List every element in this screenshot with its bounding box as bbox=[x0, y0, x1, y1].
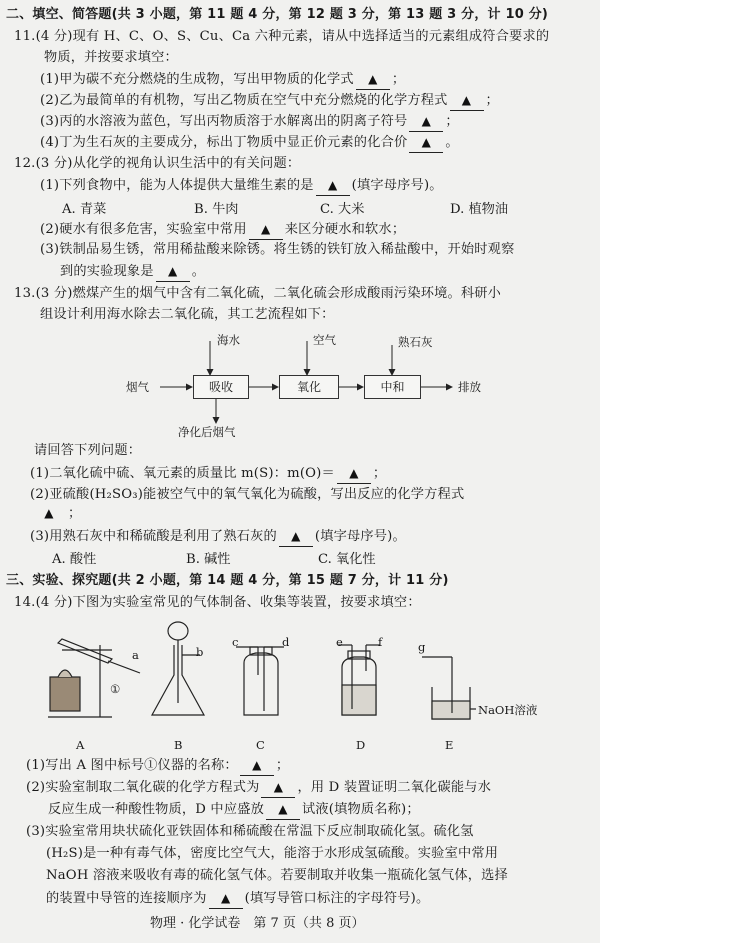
triangle-mark-icon: ▲ bbox=[168, 264, 178, 278]
q13-part2-answer: ▲ ； bbox=[30, 504, 81, 523]
label-f: f bbox=[378, 635, 383, 649]
triangle-mark-icon: ▲ bbox=[421, 114, 432, 128]
q12-part1-tail: (填字母序号)。 bbox=[351, 178, 443, 193]
q13-part2-text: (2)亚硫酸(H₂SO₃)能被空气中的氧气氧化为硫酸，写出反应的化学方程式 bbox=[30, 487, 465, 502]
flow-lime-label: 熟石灰 bbox=[398, 335, 433, 349]
triangle-mark-icon: ▲ bbox=[278, 802, 288, 816]
answer-blank[interactable] bbox=[32, 504, 66, 523]
q14-part3-tail: (填写导管口标注的字母符号)。 bbox=[244, 891, 430, 906]
triangle-mark-icon: ▲ bbox=[252, 758, 262, 772]
answer-blank[interactable] bbox=[337, 464, 371, 484]
q12-part3-text: 到的实验现象是 bbox=[60, 264, 154, 279]
q11-part3: (3)丙的水溶液为蓝色，写出丙物质溶于水解离出的阴离子符号 ▲ ； bbox=[40, 112, 459, 132]
triangle-mark-icon: ▲ bbox=[291, 529, 301, 543]
triangle-mark-icon: ▲ bbox=[349, 466, 359, 480]
q13-part3-text: (3)用熟石灰中和稀硫酸是利用了熟石灰的 bbox=[30, 529, 277, 544]
q14-part1-text: (1)写出 A 图中标号①仪器的名称： bbox=[26, 758, 238, 773]
label-e: e bbox=[336, 635, 343, 649]
q13-part1-text: (1)二氧化硫中硫、氧元素的质量比 m(S)：m(O)＝ bbox=[30, 466, 335, 481]
answer-blank[interactable] bbox=[409, 112, 443, 132]
q14-part3-line1: (3)实验室常用块状硫化亚铁固体和稀硫酸在常温下反应制取硫化氢。硫化氢 bbox=[26, 824, 474, 839]
triangle-mark-icon: ▲ bbox=[327, 178, 338, 192]
q12-option-d: D. 植物油 bbox=[450, 202, 509, 217]
q13-option-a: A. 酸性 bbox=[52, 552, 97, 567]
q13-option-b: B. 碱性 bbox=[186, 552, 231, 567]
answer-blank[interactable] bbox=[279, 527, 313, 547]
q12-part2-tail: 来区分硬水和软水； bbox=[284, 222, 406, 237]
q12-part1-text: (1)下列食物中，能为人体提供大量维生素的是 bbox=[40, 178, 314, 193]
q11-part2: (2)乙为最简单的有机物，写出乙物质在空气中充分燃烧的化学方程式 ▲ ； bbox=[40, 91, 499, 111]
section2-title: 二、填空、简答题(共 3 小题，第 11 题 4 分，第 12 题 3 分，第 13 题 3 分，计 10 分) bbox=[6, 7, 549, 22]
answer-blank[interactable] bbox=[249, 220, 283, 240]
q12-stem: 12.(3 分)从化学的视角认识生活中的有关问题： bbox=[14, 156, 301, 171]
q14-part3-line2: (H₂S)是一种有毒气体，密度比空气大，能溶于水形成氢硫酸。实验室中常用 bbox=[46, 846, 499, 861]
q12-part3-line2: 到的实验现象是 ▲ 。 bbox=[60, 262, 205, 282]
q14-part2-text: (2)实验室制取二氧化碳的化学方程式为 bbox=[26, 780, 260, 795]
q13-option-c: C. 氧化性 bbox=[318, 552, 376, 567]
triangle-mark-icon: ▲ bbox=[461, 93, 472, 107]
q13-stem-line1: 13.(3 分)燃煤产生的烟气中含有二氧化硫，二氧化硫会形成酸雨污染环境。科研小 bbox=[14, 286, 502, 301]
q11-stem-line1: 11.(4 分)现有 H、C、O、S、Cu、Ca 六种元素，请从中选择适当的元素组成符合要求的 bbox=[14, 29, 550, 44]
section3-title: 三、实验、探究题(共 2 小题，第 14 题 4 分，第 15 题 7 分，计 11 分) bbox=[6, 573, 449, 588]
apparatus-label-e: E bbox=[445, 738, 454, 752]
q14-part3-text: 的装置中导管的连接顺序为 bbox=[46, 891, 207, 906]
label-a: a bbox=[132, 648, 139, 662]
q11-part1: (1)甲为碳不充分燃烧的生成物，写出甲物质的化学式 ▲ ； bbox=[40, 70, 405, 90]
q11-part3-text: (3)丙的水溶液为蓝色，写出丙物质溶于水解离出的阴离子符号 bbox=[40, 114, 408, 129]
answer-blank[interactable] bbox=[266, 800, 300, 820]
apparatus-label-a: A bbox=[76, 738, 85, 752]
label-d: d bbox=[282, 635, 290, 649]
apparatus-diagram bbox=[0, 615, 600, 740]
flow-seawater-label: 海水 bbox=[217, 333, 240, 347]
q13-ask: 请回答下列问题： bbox=[34, 443, 142, 458]
answer-blank[interactable] bbox=[156, 262, 190, 282]
label-naoh-solution: NaOH溶液 bbox=[478, 703, 538, 717]
q13-stem-line2: 组设计利用海水除去二氧化硫，其工艺流程如下： bbox=[40, 307, 335, 322]
q12-part2 bbox=[40, 220, 405, 240]
flow-clean-gas-label: 净化后烟气 bbox=[178, 425, 236, 439]
q14-stem: 14.(4 分)下图为实验室常见的气体制备、收集等装置，按要求填空： bbox=[14, 595, 421, 610]
q13-part3 bbox=[30, 527, 406, 547]
triangle-mark-icon: ▲ bbox=[273, 780, 284, 794]
triangle-mark-icon: ▲ bbox=[44, 506, 54, 520]
page-footer: 物理 · 化学试卷 第 7 页（共 8 页） bbox=[150, 916, 365, 931]
triangle-mark-icon: ▲ bbox=[261, 222, 271, 236]
q11-part2-text: (2)乙为最简单的有机物，写出乙物质在空气中充分燃烧的化学方程式 bbox=[40, 93, 448, 108]
q14-part2-line1 bbox=[26, 778, 491, 798]
q12-part2-text: (2)硬水有很多危害，实验室中常用 bbox=[40, 222, 247, 237]
answer-blank[interactable] bbox=[261, 778, 295, 798]
triangle-mark-icon: ▲ bbox=[421, 135, 432, 149]
triangle-mark-icon: ▲ bbox=[368, 72, 378, 86]
apparatus-label-b: B bbox=[174, 738, 183, 752]
label-c: c bbox=[232, 635, 239, 649]
q14-part2-tail: ，用 D 装置证明二氧化碳能与水 bbox=[297, 780, 492, 795]
q14-part1: (1)写出 A 图中标号①仪器的名称： ▲ ； bbox=[26, 756, 289, 776]
triangle-mark-icon: ▲ bbox=[220, 891, 231, 905]
q11-part1-text: (1)甲为碳不充分燃烧的生成物，写出甲物质的化学式 bbox=[40, 72, 354, 87]
q12-part3-line1: (3)铁制品易生锈，常用稀盐酸来除锈。将生锈的铁钉放入稀盐酸中，开始时观察 bbox=[40, 242, 515, 257]
flow-box-neutralize: 中和 bbox=[364, 375, 421, 399]
label-b: b bbox=[196, 645, 204, 659]
q12-part1 bbox=[40, 176, 443, 196]
flow-output-label: 排放 bbox=[458, 380, 481, 394]
flow-input-label: 烟气 bbox=[126, 380, 149, 394]
answer-blank[interactable] bbox=[450, 91, 484, 111]
q12-option-c: C. 大米 bbox=[320, 202, 365, 217]
q14-part3-line3: NaOH 溶液来吸收有毒的硫化氢气体。若要制取并收集一瓶硫化氢气体，选择 bbox=[46, 868, 508, 883]
q14-part2-tail2: 试液(填物质名称)； bbox=[301, 802, 420, 817]
q11-stem-line2: 物质，并按要求填空： bbox=[44, 50, 178, 65]
q14-part3-line4 bbox=[46, 889, 429, 909]
flow-box-oxidize: 氧化 bbox=[279, 375, 339, 399]
q13-part1: (1)二氧化硫中硫、氧元素的质量比 m(S)：m(O)＝ ▲ ； bbox=[30, 464, 386, 484]
q14-part2-line2 bbox=[48, 800, 420, 820]
flow-box-absorb: 吸收 bbox=[193, 375, 249, 399]
label-g: g bbox=[418, 640, 426, 654]
q12-option-a: A. 青菜 bbox=[62, 202, 107, 217]
q13-part3-tail: (填字母序号)。 bbox=[314, 529, 406, 544]
answer-blank[interactable] bbox=[316, 176, 350, 196]
q14-part2-text2: 反应生成一种酸性物质，D 中应盛放 bbox=[48, 802, 264, 817]
answer-blank[interactable] bbox=[209, 889, 243, 909]
label-circle-1: ① bbox=[110, 682, 121, 696]
apparatus-label-d: D bbox=[356, 738, 366, 752]
q11-part4-text: (4)丁为生石灰的主要成分，标出丁物质中显正价元素的化合价 bbox=[40, 135, 408, 150]
answer-blank[interactable] bbox=[409, 133, 443, 153]
answer-blank[interactable] bbox=[240, 756, 274, 776]
answer-blank[interactable] bbox=[356, 70, 390, 90]
q11-part4: (4)丁为生石灰的主要成分，标出丁物质中显正价元素的化合价 ▲ 。 bbox=[40, 133, 459, 153]
q12-option-b: B. 牛肉 bbox=[194, 202, 239, 217]
flow-air-label: 空气 bbox=[313, 333, 336, 347]
apparatus-label-c: C bbox=[256, 738, 265, 752]
